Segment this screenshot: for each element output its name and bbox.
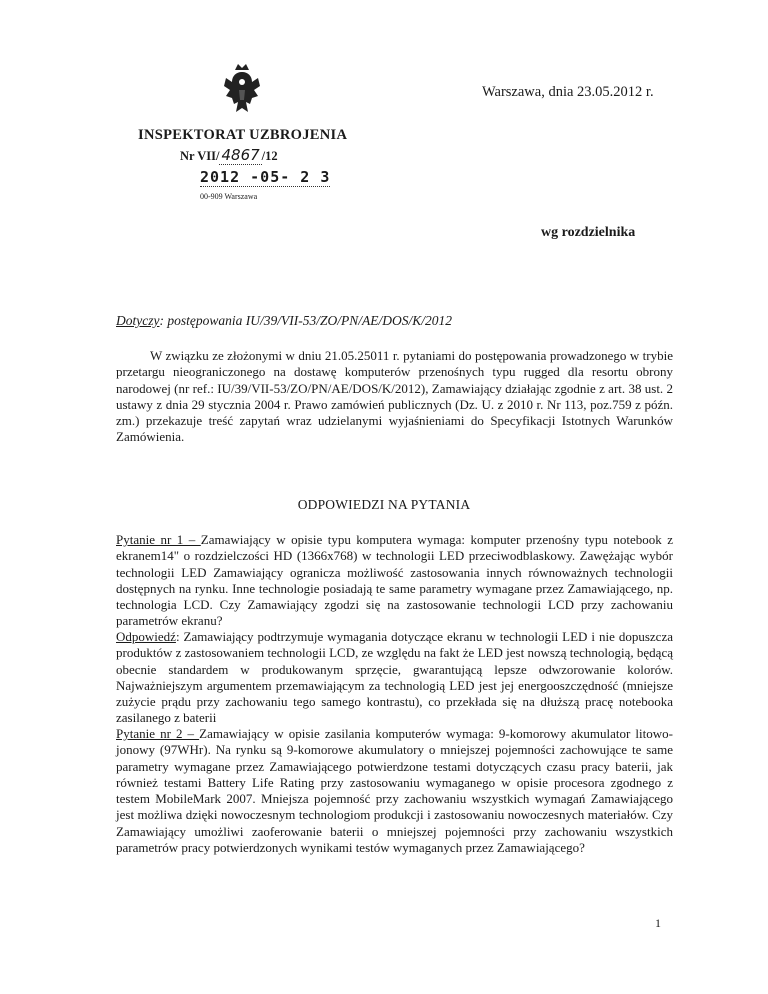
postal-address: 00-909 Warszawa — [200, 192, 258, 201]
section-heading: ODPOWIEDZI NA PYTANIA — [297, 497, 471, 512]
concerns-label: Dotyczy — [116, 313, 160, 328]
concerns-line — [116, 313, 452, 329]
question-1-text: Zamawiający w opisie typu komputera wymaga: komputer przenośny typu notebook z ekranem14" o rozdzielczości HD (1366x768) w technologii LED przeciwodblaskowy. Zawężając wybór technologii LED Zamawiający ogranicza możliwość zastosowania innych równoważnych technologii dostępnych na rynku. Inne technologie posiadają te same parametry wymagane przez Zamawiającego, np. technologia LCD. Czy Zamawiający zgodzi się na zastosowanie technologii LCD przy zachowaniu parametrów ekranu? — [116, 532, 673, 629]
institution-name: INSPEKTORAT UZBROJENIA — [138, 127, 348, 143]
eagle-emblem-icon — [222, 62, 262, 118]
answer-1-paragraph — [116, 629, 673, 727]
concerns-text: : postępowania IU/39/VII-53/ZO/PN/AE/DOS/K/2012 — [159, 313, 452, 328]
question-1-label: Pytanie nr 1 – — [116, 532, 201, 547]
question-2-label: Pytanie nr 2 – — [116, 726, 200, 741]
date-stamp: 2012 -05- 2 3 — [200, 168, 331, 186]
reference-handwritten-number: 4867 — [221, 146, 260, 164]
question-1-paragraph — [116, 532, 673, 630]
reference-suffix: /12 — [261, 149, 278, 163]
date-line: Warszawa, dnia 23.05.2012 r. — [482, 84, 654, 100]
answer-1-label: Odpowiedź — [116, 629, 176, 644]
reference-prefix: Nr VII/ — [180, 149, 220, 163]
question-2-text: Zamawiający w opisie zasilania komputerów wymaga: 9-komorowy akumulator litowo-jonowy (97WHr). Na rynku są 9-komorowe akumulatory o mniejszej pojemności zachowujące te same parametry wymagane przez Zamawiającego potwierdzone testami dotyczących czasu pracy baterii, jak również testami Battery Life Rating przy zastosowaniu wymaganego w opisie procesora zgodnego z testem MobileMark 2007. Mniejsza pojemność przy zachowaniu wszystkich wymagań Zamawiającego jest możliwa dzięki nowoczesnym technologiom produkcji i zastosowaniu nowoczesnych materiałów. Czy Zamawiający umożliwi zaoferowanie baterii o mniejszej pojemności przy zachowaniu wszystkich parametrów pracy potwierdzonych wynikami testów wymaganych przez Zamawiającego? — [116, 726, 673, 856]
intro-paragraph: W związku ze złożonymi w dniu 21.05.25011 r. pytaniami do postępowania prowadzonego w trybie przetargu nieograniczonego na dostawę komputerów przenośnych typu rugged dla resortu obrony narodowej (nr ref.: IU/39/VII-53/ZO/PN/AE/DOS/K/2012), Zamawiający działając zgodnie z art. 38 ust. 2 ustawy z dnia 29 stycznia 2004 r. Prawo zamówień publicznych (Dz. U. z 2010 r. Nr 113, poz.759 z późn. zm.) przekazuje treść zapytań wraz udzielanymi wyjaśnieniami do Specyfikacji Istotnych Warunków Zamówienia. — [116, 348, 673, 445]
addressee: wg rozdzielnika — [541, 225, 636, 240]
question-2-paragraph — [116, 726, 673, 856]
reference-number — [180, 146, 278, 164]
answer-1-text: : Zamawiający podtrzymuje wymagania dotyczące ekranu w technologii LED i nie dopuszcza produktów z zastosowaniem technologii LCD, ze względu na fakt że LED jest nowszą technologią, będącą obecnie standardem w produkowanym sprzęcie, gwarantującą lepsze odwzorowanie kolorów. Najważniejszym argumentem przemawiającym za technologią LED jest jej energooszczędność (mniejsze zużycie prądu przy zachowaniu tego samego kontrastu), co przekłada się na dłuższą pracę notebooka zasilanego z baterii — [116, 629, 673, 726]
page-number: 1 — [655, 916, 661, 930]
